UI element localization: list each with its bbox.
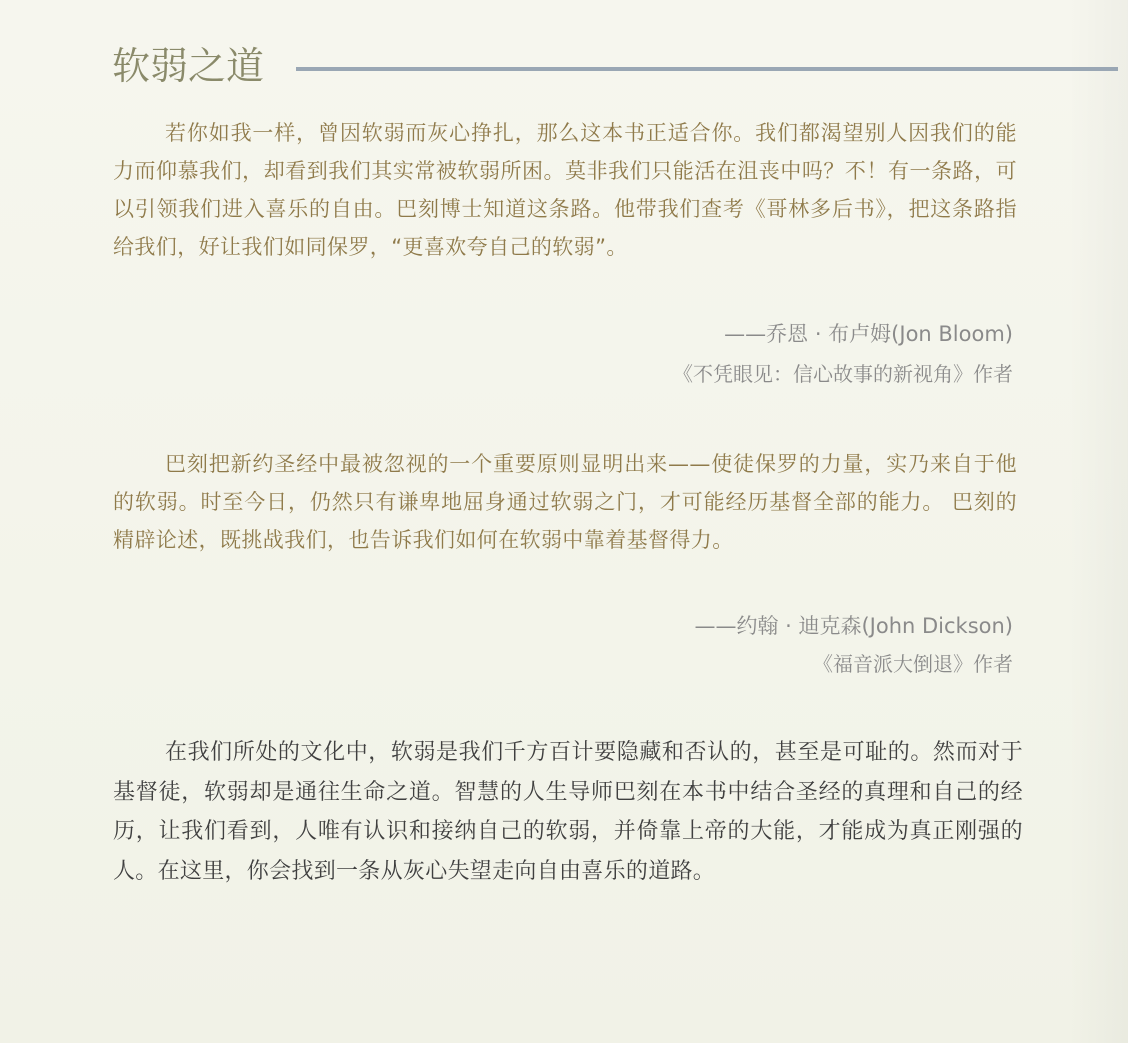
endorsement-1-book: 《不凭眼见：信心故事的新视角》作者 <box>673 362 1013 386</box>
endorsement-1-text: 若你如我一样，曾因软弱而灰心挣扎，那么这本书正适合你。我们都渴望别人因我们的能力而仰慕我们，却看到我们其实常被软弱所困。莫非我们只能活在沮丧中吗？不！有一条路，可以引领我们进入喜乐的自由。巴刻博士知道这条路。他带我们查考《哥林多后书》，把这条路指给我们，好让我们如同保罗，“更喜欢夸自己的软弱”。 <box>113 121 1017 259</box>
title-row <box>112 38 1012 94</box>
page-edge-shadow <box>1068 0 1128 1043</box>
endorsement-2-author: ——约翰 · 迪克森(John Dickson) <box>694 614 1013 638</box>
title-divider <box>296 67 1118 71</box>
book-summary: 在我们所处的文化中，软弱是我们千方百计要隐藏和否认的，甚至是可耻的。然而对于基督徒，软弱却是通往生命之道。智慧的人生导师巴刻在本书中结合圣经的真理和自己的经历，让我们看到，人唯有认识和接纳自己的软弱，并倚靠上帝的大能，才能成为真正刚强的人。在这里，你会找到一条从灰心失望走向自由喜乐的道路。 <box>113 740 1023 884</box>
page-title: 软弱之道 <box>112 44 265 88</box>
endorsement-2-book: 《福音派大倒退》作者 <box>813 652 1013 676</box>
endorsement-1-author: ——乔恩 · 布卢姆(Jon Bloom) <box>724 322 1013 346</box>
endorsement-2-text: 巴刻把新约圣经中最被忽视的一个重要原则显明出来——使徒保罗的力量，实乃来自于他的软弱。时至今日，仍然只有谦卑地屈身通过软弱之门，才可能经历基督全部的能力。 巴刻的精辟论述，既挑战我们，也告诉我们如何在软弱中靠着基督得力。 <box>113 452 1017 552</box>
